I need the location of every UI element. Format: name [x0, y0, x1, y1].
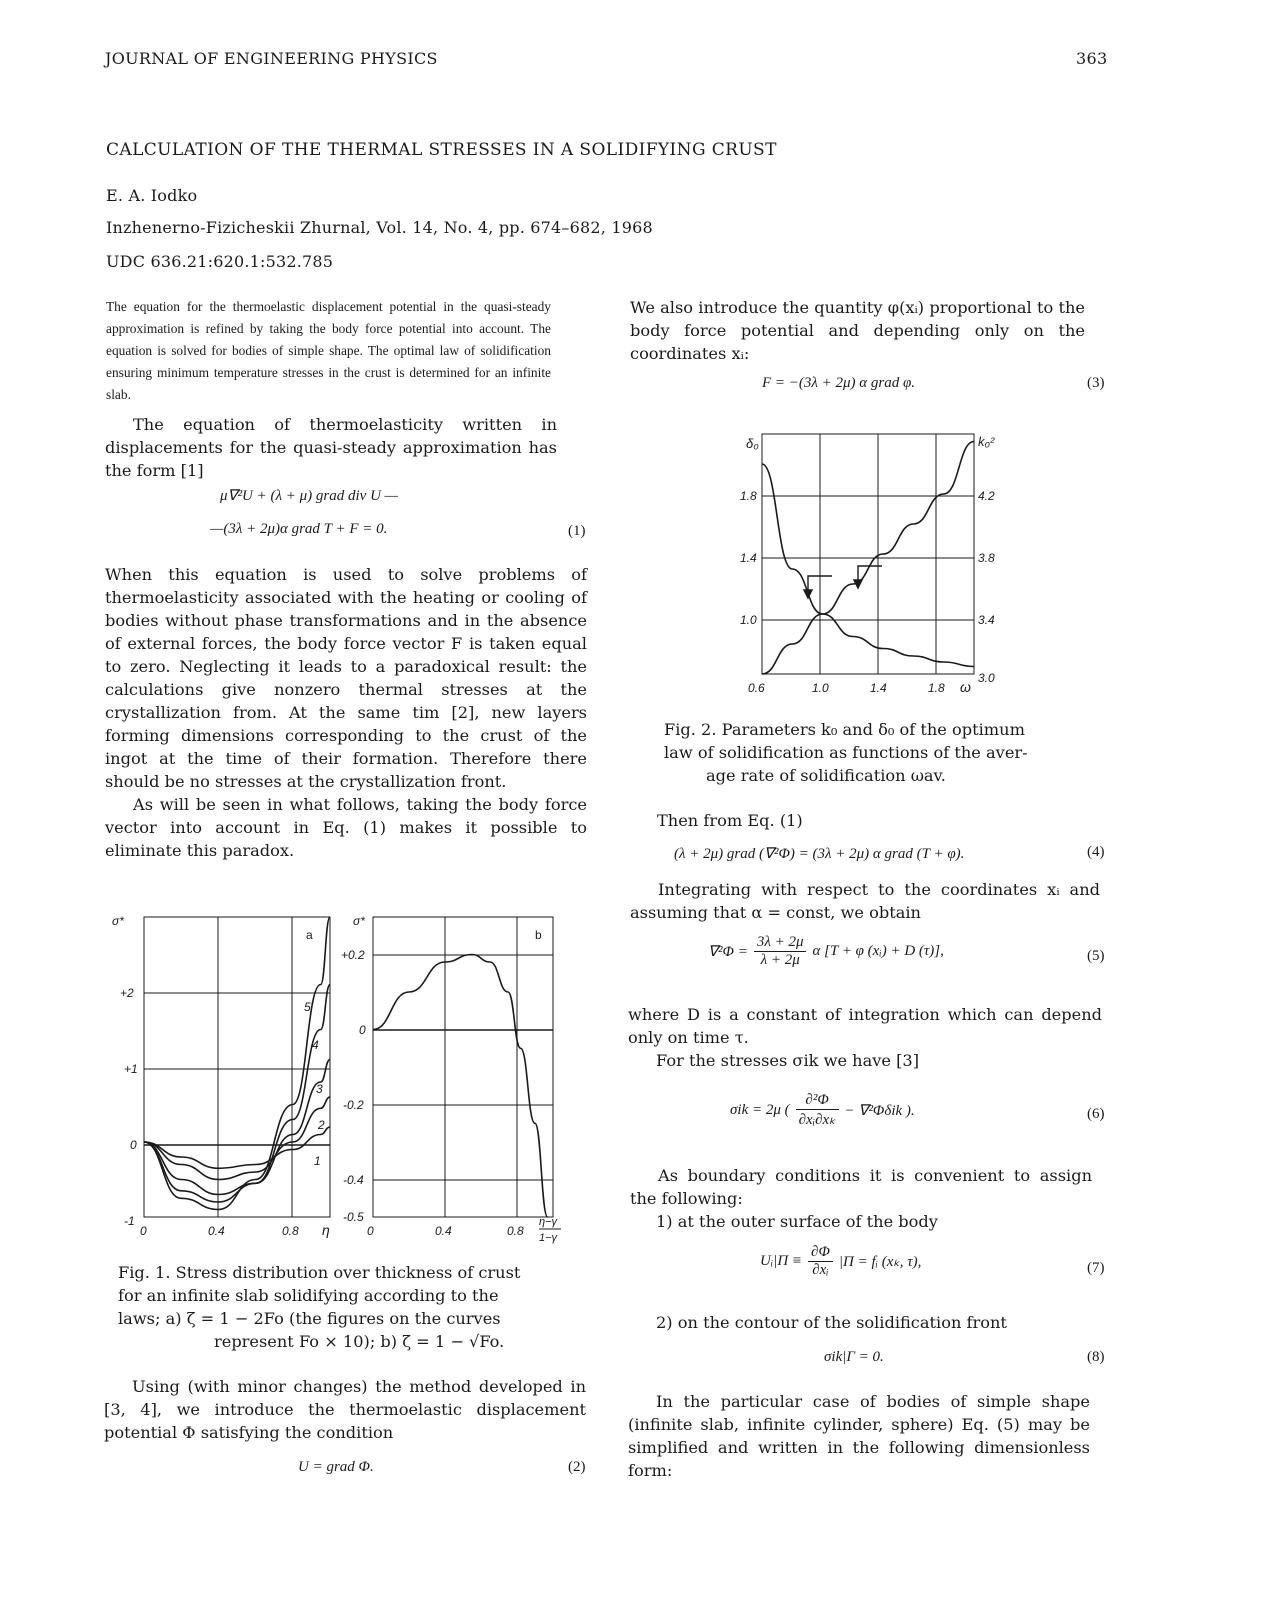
- journal-header: JOURNAL OF ENGINEERING PHYSICS: [105, 49, 438, 68]
- left-column-middle: [105, 563, 587, 862]
- paragraph: 2) on the contour of the solidification front: [656, 1313, 1007, 1332]
- eq5-fraction: [754, 934, 807, 969]
- equation-1-line2: —(3λ + 2μ)α grad T + F = 0.: [210, 521, 388, 537]
- fig2-left-tick: 1.8: [740, 489, 757, 503]
- eq6-denominator: ∂xᵢ∂xₖ: [798, 1112, 836, 1128]
- fig1b-ytick: +0.2: [341, 948, 365, 962]
- fig1b-panel-label: b: [535, 928, 542, 942]
- equation-3: F = −(3λ + 2μ) α grad φ.: [762, 375, 916, 391]
- equation-number: (2): [568, 1459, 586, 1475]
- fig1a-ylabel: σ*: [112, 914, 124, 928]
- fig1a-ytick: 0: [130, 1138, 137, 1152]
- equation-number: (3): [1087, 375, 1105, 391]
- article-title: CALCULATION OF THE THERMAL STRESSES IN A SOLIDIFYING CRUST: [106, 140, 777, 160]
- eq5-denominator: λ + 2μ: [760, 952, 800, 968]
- paragraph: In the particular case of bodies of simple shape (infinite slab, infinite cylinder, sphere) Eq. (5) may be simplified and written in the following dimensionless form:: [628, 1392, 1090, 1480]
- eq5-rhs: α [T + φ (xᵢ) + D (τ)],: [812, 943, 944, 959]
- eq6-lhs: σik = 2μ (: [730, 1102, 790, 1118]
- fig1b-ylabel: σ*: [353, 914, 365, 928]
- right-column-bottom: [628, 1390, 1090, 1482]
- fig1a-panel-label: a: [306, 928, 313, 942]
- eq7-numerator: ∂Φ: [808, 1244, 833, 1262]
- right-column-mid: [630, 878, 1100, 924]
- fig1a-xtick: 0: [140, 1224, 147, 1238]
- paragraph: The equation of thermoelasticity written in displacements for the quasi-steady approximation has the form [1]: [105, 415, 557, 480]
- equation-5: [708, 934, 944, 969]
- right-column-top: [630, 296, 1085, 365]
- right-column-bc: [630, 1164, 1092, 1233]
- fig2-right-tick: 4.2: [978, 489, 995, 503]
- figure-1b: [335, 905, 575, 1250]
- fig2-right-label: k₀²: [978, 434, 995, 449]
- caption-line: laws; a) ζ = 1 − 2Fo (the figures on the curves: [118, 1309, 501, 1328]
- fig2-axis-arrows: [804, 566, 882, 598]
- equation-number: (4): [1087, 844, 1105, 860]
- fig1a-curve-label: 3: [316, 1082, 323, 1096]
- fig1b-series: [373, 955, 548, 1218]
- left-column-top: [105, 413, 557, 482]
- equation-number: (8): [1087, 1349, 1105, 1365]
- paragraph: where D is a constant of integration which can depend only on time τ.: [628, 1005, 1102, 1047]
- eq7-denominator: ∂xᵢ: [812, 1262, 829, 1278]
- fig1a-ytick: +2: [120, 986, 134, 1000]
- page-number: 363: [1076, 49, 1108, 68]
- caption-line: Fig. 1. Stress distribution over thickness of crust: [118, 1263, 521, 1282]
- right-column-mid2: [628, 1003, 1102, 1072]
- caption-line: for an infinite slab solidifying according to the: [118, 1286, 499, 1305]
- figure-1-caption: [118, 1261, 578, 1353]
- fig1a-curve-label: 2: [318, 1118, 325, 1132]
- equation-number: (1): [568, 523, 586, 539]
- equation-number: (7): [1087, 1260, 1105, 1276]
- fig1b-xtick: 0: [367, 1224, 374, 1238]
- equation-2: U = grad Φ.: [298, 1459, 374, 1475]
- fig1b-ytick: -0.5: [343, 1210, 364, 1224]
- paragraph: Using (with minor changes) the method developed in [3, 4], we introduce the thermoelastic displacement potential Φ satisfying the condition: [104, 1377, 586, 1442]
- fig1b-ytick: -0.2: [343, 1098, 364, 1112]
- author: E. A. Iodko: [106, 186, 198, 205]
- fig1b-ytick: -0.4: [343, 1173, 364, 1187]
- paragraph: Then from Eq. (1): [657, 811, 803, 830]
- eq7-lhs: Uᵢ|Π ≡: [760, 1253, 803, 1269]
- equation-7: [760, 1244, 921, 1279]
- fig1b-xlabel-den: 1−γ: [539, 1232, 558, 1244]
- equation-number: (6): [1087, 1106, 1105, 1122]
- fig2-xtick: 1.8: [928, 681, 945, 695]
- source-citation: Inzhenerno-Fizicheskii Zhurnal, Vol. 14, No. 4, pp. 674–682, 1968: [106, 218, 653, 237]
- equation-6: [730, 1092, 915, 1129]
- fig2-right-tick: 3.8: [978, 551, 995, 565]
- eq5-numerator: 3λ + 2μ: [754, 934, 807, 952]
- fig2-left-tick: 1.0: [740, 613, 757, 627]
- paragraph: We also introduce the quantity φ(xᵢ) proportional to the body force potential and depending only on the coordinates xᵢ:: [630, 298, 1085, 363]
- paragraph: When this equation is used to solve problems of thermoelasticity associated with the heating or cooling of bodies without phase transformations and in the absence of external forces, the body force vector F is taken equal to zero. Neglecting it leads to a paradoxical result: the calculations give nonzero thermal stresses at the crystallization from. At the same tim [2], new layers forming dimensions corresponding to the crust of the ingot at the time of their formation. Therefore there should be no stresses at the crystallization front.: [105, 565, 587, 791]
- eq6-fraction: [796, 1092, 839, 1129]
- fig1a-xtick: 0.4: [208, 1224, 225, 1238]
- udc-code: UDC 636.21:620.1:532.785: [106, 252, 334, 271]
- fig1a-frame: [144, 917, 330, 1217]
- fig2-arrow-head: [804, 590, 812, 598]
- fig1b-xlabel-num: η−γ: [539, 1216, 558, 1228]
- fig1a-curve-label: 5: [304, 1000, 311, 1014]
- caption-line: age rate of solidification ωav.: [706, 766, 946, 785]
- fig1a-curve-label: 1: [314, 1154, 321, 1168]
- paragraph: As boundary conditions it is convenient to assign the following:: [630, 1166, 1092, 1208]
- abstract: The equation for the thermoelastic displacement potential in the quasi-steady approximation is refined by taking the body force potential into account. The equation is solved for bodies of simple shape. The optimal law of solidification ensuring minimum temperature stresses in the crust is determined for an infinite slab.: [106, 299, 551, 402]
- equation-8: σik|Γ = 0.: [824, 1349, 884, 1365]
- paragraph: For the stresses σik we have [3]: [656, 1051, 920, 1070]
- fig1b-ytick: 0: [359, 1023, 366, 1037]
- fig1b-xtick: 0.8: [507, 1224, 524, 1238]
- left-column-bottom: [104, 1375, 586, 1444]
- equation-number: (5): [1087, 948, 1105, 964]
- caption-line: law of solidification as functions of the aver-: [664, 743, 1028, 762]
- fig2-left-label: δ₀: [746, 436, 759, 451]
- fig1a-xlabel: η: [322, 1222, 330, 1238]
- eq7-rhs: |Π = fᵢ (xₖ, τ),: [838, 1254, 922, 1270]
- fig1a-curve-label: 4: [312, 1038, 319, 1052]
- eq5-lhs: ∇²Φ =: [708, 944, 748, 960]
- fig2-right-tick: 3.4: [978, 613, 995, 627]
- fig1b-xtick: 0.4: [435, 1224, 452, 1238]
- paragraph: 1) at the outer surface of the body: [656, 1212, 938, 1231]
- paragraph: Integrating with respect to the coordinates xᵢ and assuming that α = const, we obtain: [630, 880, 1100, 922]
- figure-2: [728, 420, 1018, 700]
- fig1a-series-4: [144, 985, 330, 1203]
- equation-1-line1: μ∇²U + (λ + μ) grad div U —: [220, 488, 398, 504]
- fig2-xtick: 1.0: [812, 681, 829, 695]
- fig1a-xtick: 0.8: [282, 1224, 299, 1238]
- fig2-right-tick: 3.0: [978, 671, 995, 685]
- fig2-xtick: 1.4: [870, 681, 887, 695]
- equation-4: (λ + 2μ) grad (∇²Φ) = (3λ + 2μ) α grad (T + φ).: [674, 846, 965, 862]
- fig2-xlabel: ω: [960, 679, 971, 695]
- figure-2-caption: [664, 718, 1084, 787]
- fig2-xtick: 0.6: [748, 681, 765, 695]
- paragraph: As will be seen in what follows, taking the body force vector into account in Eq. (1) makes it possible to eliminate this paradox.: [105, 795, 587, 860]
- eq6-rhs: − ∇²Φδik ).: [844, 1103, 915, 1119]
- figure-1a: [110, 905, 350, 1250]
- fig2-frame: [762, 434, 974, 674]
- fig2-left-tick: 1.4: [740, 551, 757, 565]
- fig1a-ytick: -1: [124, 1214, 135, 1228]
- caption-line: Fig. 2. Parameters k₀ and δ₀ of the optimum: [664, 720, 1025, 739]
- eq6-numerator: ∂²Φ: [796, 1092, 839, 1110]
- caption-line: represent Fo × 10); b) ζ = 1 − √Fo.: [214, 1332, 505, 1351]
- eq7-fraction: [808, 1244, 833, 1279]
- fig1a-ytick: +1: [124, 1062, 138, 1076]
